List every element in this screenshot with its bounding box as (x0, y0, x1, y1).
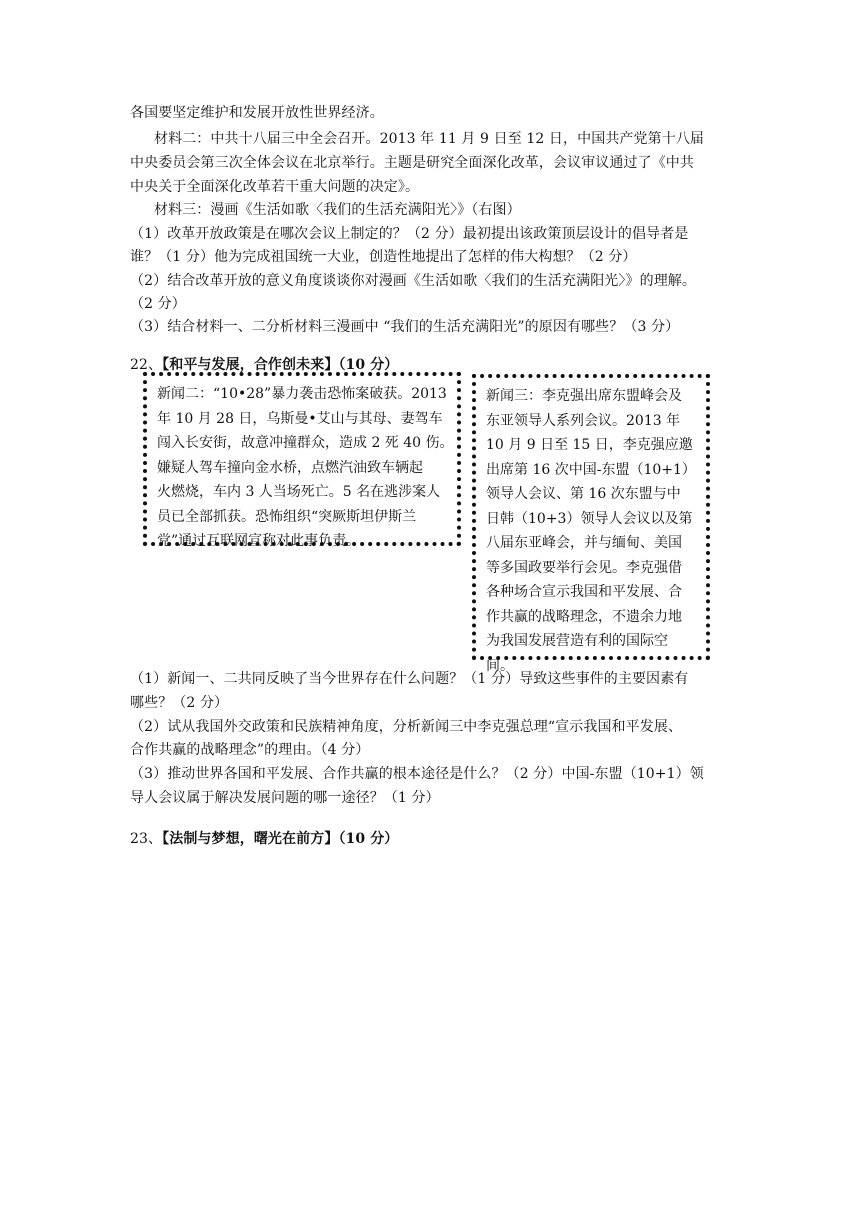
news-line: 出席第 16 次中国-东盟（10+1） (486, 461, 696, 478)
news-line: 新闻三：李克强出席东盟峰会及 (486, 388, 682, 404)
news-line: 为我国发展营造有利的国际空 (486, 633, 668, 649)
news-line: 闯入长安街，故意冲撞群众，造成 2 死 40 伤。 (157, 435, 454, 451)
material-three-line: 材料三：漫画《生活如歌〈我们的生活充满阳光〉》（右图） (154, 202, 521, 218)
question-line: 导人会议属于解决发展问题的哪一途径？（1 分） (130, 790, 440, 806)
question-line: 合作共赢的战略理念”的理由。（4 分） (130, 742, 370, 758)
material-two-line: 材料二：中共十八届三中全会召开。2013 年 11 月 9 日至 12 日，中国共产党第十八届 (154, 131, 705, 147)
question-line: （2 分） (130, 296, 186, 312)
news-line: 等多国政要举行会见。李克强借 (486, 559, 682, 576)
news-line: 火燃烧，车内 3 人当场死亡。5 名在逃涉案人 (157, 484, 441, 500)
news-line: 年 10 月 28 日，乌斯曼•艾山与其母、妻驾车 (157, 410, 443, 427)
question-number: 22、 (130, 357, 163, 373)
news-line: 各种场合宣示我国和平发展、合 (486, 584, 682, 600)
news-line: 员已全部抓获。恐怖组织“突厥斯坦伊斯兰 (157, 508, 417, 525)
news-line: 作共赢的战略理念，不遗余力地 (486, 608, 682, 625)
news-line: 嫌疑人驾车撞向金水桥，点燃汽油致车辆起 (157, 459, 423, 476)
question-line: （1）改革开放政策是在哪次会议上制定的？（2 分）最初提出该政策顶层设计的倡导者是 (130, 226, 689, 242)
question-number: 23、 (130, 831, 163, 847)
question-line: 谁？（1 分）他为完成祖国统一大业，创造性地提出了怎样的伟大构想？（2 分） (130, 249, 637, 265)
question-line: （2）结合改革开放的意义角度谈谈你对漫画《生活如歌〈我们的生活充满阳光〉》的理解。 (130, 273, 697, 289)
news-line: 东亚领导人系列会议。2013 年 (486, 412, 681, 429)
question-title: 【法制与梦想，曙光在前方】 (162, 831, 339, 847)
text-line: 中央关于全面深化改革若干重大问题的决定》。 (130, 179, 420, 195)
news-line: 新闻二：“10•28”暴力袭击恐怖案破获。2013 (157, 386, 447, 402)
news-two-box (143, 372, 461, 549)
news-line: 日韩（10+3）领导人会议以及第 (486, 510, 693, 527)
question-line: （3）推动世界各国和平发展、合作共赢的根本途径是什么？（2 分）中国-东盟（10+1）领 (130, 766, 704, 782)
text-line: 各国要坚定维护和发展开放性世界经济。 (130, 105, 384, 121)
question-score: （10 分） (338, 831, 399, 847)
question-title: 【和平与发展，合作创未来】 (162, 357, 339, 373)
news-line: 间。 (486, 657, 514, 674)
news-line: 10 月 9 日至 15 日，李克强应邀 (486, 437, 693, 453)
news-line: 领导人会议、第 16 次东盟与中 (486, 486, 681, 502)
news-line: 八届东亚峰会，并与缅甸、美国 (486, 535, 682, 551)
news-line: 党”通过互联网宣称对此事负责。 (157, 533, 361, 549)
question-line: （1）新闻一、二共同反映了当今世界存在什么问题？（1 分）导致这些事件的主要因素有 (130, 671, 689, 687)
question-line: （3）结合材料一、二分析材料三漫画中 “我们的生活充满阳光”的原因有哪些？（3 分） (130, 319, 680, 335)
question-line: 哪些？（2 分） (130, 695, 229, 711)
text-line: 中央委员会第三次全体会议在北京举行。主题是研究全面深化改革，会议审议通过了《中共 (130, 155, 694, 171)
question-line: （2）试从我国外交政策和民族精神角度，分析新闻三中李克强总理“宣示我国和平发展、 (130, 719, 683, 735)
question-23-heading (130, 828, 730, 850)
news-three-box (472, 374, 710, 674)
question-score: （10 分） (338, 357, 399, 373)
